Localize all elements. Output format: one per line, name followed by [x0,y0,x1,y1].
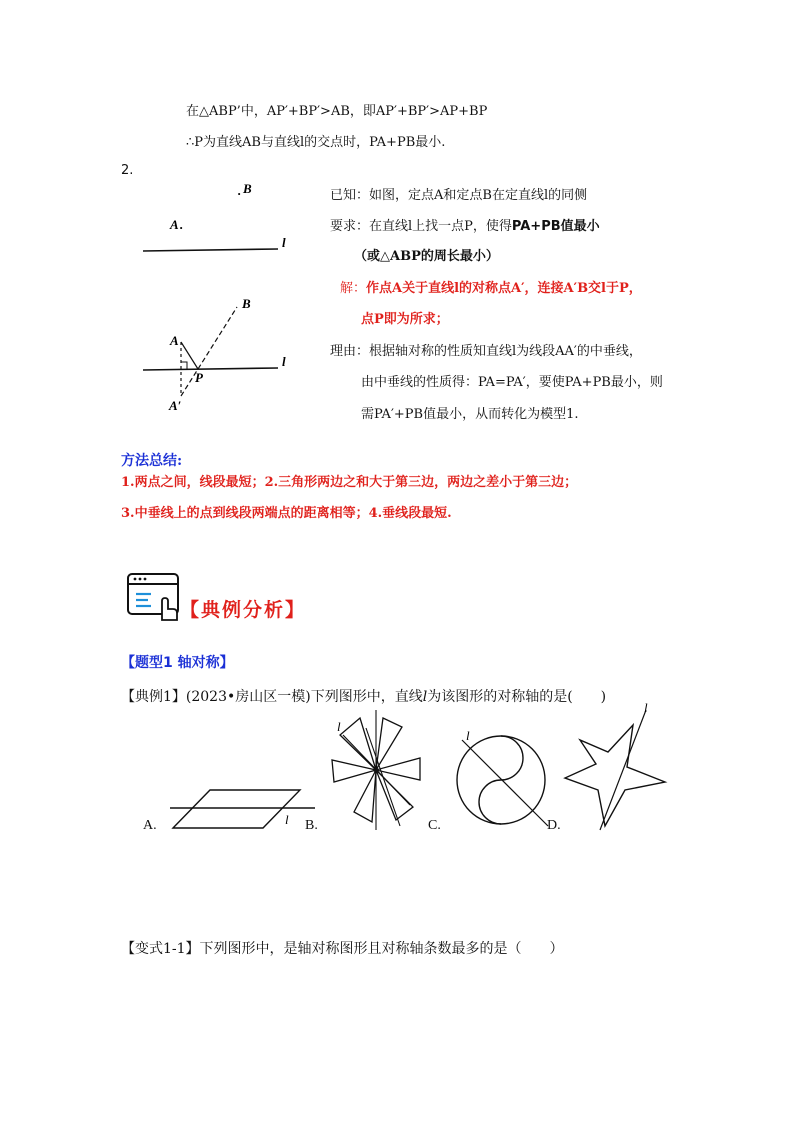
example1-suffix: 为该图形的对称轴的是( ) [427,689,607,705]
summary-line-2: 3.中垂线上的点到线段两端点的距离相等；4.垂线段最短. [121,506,452,521]
label-A-bottom: A [170,333,179,348]
type1-title: 【题型1 轴对称】 [121,655,234,671]
label-l-bottom: l [282,354,286,369]
option-C-figure [457,728,548,826]
solution-red-1: 作点A关于直线l的对称点A′，连接A′B交l于P， [366,281,642,296]
option-D-axis-label: l [644,700,648,715]
label-l-top: l [282,235,286,250]
model-number: 2. [121,163,134,178]
summary-line-1: 1.两点之间，线段最短；2.三角形两边之和大于第三边，两边之差小于第三边； [121,475,578,490]
option-D-label: D. [547,818,561,833]
label-B-dot: . [238,183,242,198]
option-C-label: C. [428,818,441,833]
option-A-label: A. [143,818,157,833]
reason-line-3: 需PA′+PB值最小，从而转化为模型1. [361,407,579,422]
reason-line-1: 理由：根据轴对称的性质知直线l为线段AA′的中垂线， [330,344,642,359]
given-text: 已知：如图，定点A和定点B在定直线l的同侧 [330,188,588,203]
solution-red-2: 点P即为所求； [361,312,449,327]
option-B-label: B. [305,818,318,833]
label-A-dot: . [180,217,184,232]
option-B-axis-label: l [337,719,341,734]
reason-line-2: 由中垂线的性质得：PA=PA′，要使PA+PB最小，则 [361,375,663,390]
solution-prefix: 解： [340,281,367,296]
option-A-axis-label: l [285,812,289,827]
summary-title: 方法总结: [121,453,183,469]
label-B-top: B [243,181,252,196]
label-B-bottom: B [242,296,251,311]
example1-prefix: 【典例1】(2023•房山区一模)下列图形中，直线 [121,689,423,705]
option-C-axis-label: l [466,728,470,743]
example1-var: l [422,689,428,705]
proof-line-1: 在△ABP’中，AP′+BP′>AB，即AP′+BP′>AP+BP [186,104,488,119]
require-bold: PA+PB值最小 [511,219,600,234]
require-sub: （或△ABP的周长最小） [354,249,499,264]
banner-title: 【典例分析】 [180,599,307,621]
proof-line-2: ∴P为直线AB与直线l的交点时，PA+PB最小. [186,135,446,150]
option-B-figure [332,710,420,830]
label-A-top: A [170,217,179,232]
label-P: P [195,370,203,385]
require-prefix: 要求：在直线l上找一点P，使得 [330,219,512,234]
variant1-question: 【变式1-1】下列图形中，是轴对称图形且对称轴条数最多的是（ ） [121,941,564,957]
option-A-figure [170,790,315,828]
label-A-prime: A′ [169,398,182,413]
option-D-figure [565,700,665,830]
